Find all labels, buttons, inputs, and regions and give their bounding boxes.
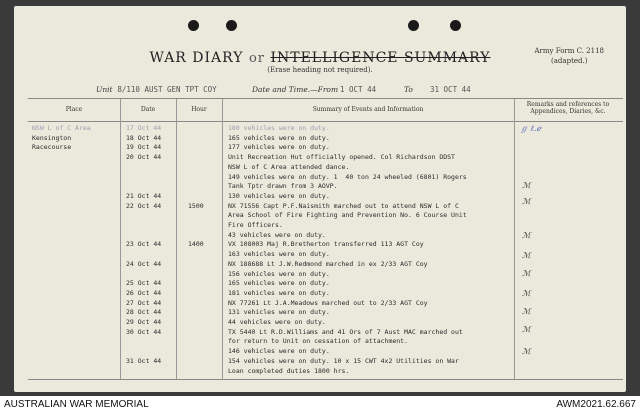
footer-right: AWM2021.62.667 [556,399,636,410]
row-text: 130 vehicles were on duty. [228,191,330,200]
row-date: 18 Oct 44 [126,133,162,142]
remark-initials: ℳ [522,325,531,334]
row-text: 177 vehicles were on duty. [228,143,330,152]
row-date: 22 Oct 44 [126,201,162,210]
col-summary: Summary of Events and Information [312,106,424,113]
row-date: 21 Oct 44 [126,191,162,200]
row-text: 165 vehicles were on duty. [228,279,330,288]
remark-initials: ℳ [522,269,531,278]
unit-label: Unit [96,85,113,94]
col-date: Date [140,106,156,113]
row-text: 149 vehicles were on duty. 1 40 ton 24 wheeled (6801) Rogers [228,172,467,181]
row-text: NSW L of C Area attended dance. [228,162,350,171]
row-text: Unit Recreation Hut officially opened. Col Richardson DDST [228,153,455,162]
col-place: Place [65,106,83,113]
remark-initials: ℳ [522,181,531,190]
remark-initials: ℳ [522,289,531,298]
to-label: To [404,85,413,94]
row-text: TX 5440 Lt R.D.Williams and 41 Ors of 7 Aust MAC marched out [228,327,463,336]
row-date: 27 Oct 44 [126,298,162,307]
row-text: 181 vehicles were on duty. [228,288,330,297]
row-text: Loan completed duties 1800 hrs. [228,366,350,375]
date-label: Date and Time.—From [252,85,339,94]
row-date: 20 Oct 44 [126,153,162,162]
row-hour: 1500 [188,201,204,210]
row-text: VX 108003 Maj R.Bretherton transferred 113 AGT Coy [228,240,424,249]
title-left: WAR DIARY [149,50,244,66]
row-text: 43 vehicles were on duty. [228,230,326,239]
row-text: Fire Officers. [228,221,283,229]
date-to: 31 OCT 44 [430,85,471,94]
row-date: 30 Oct 44 [126,327,162,336]
subtitle: (Erase heading not required). [267,66,373,74]
row-place: NSW L of C Area [32,124,91,132]
row-text: Tank Tptr drawn from 3 AOVP. [228,182,338,191]
row-date: 29 Oct 44 [126,318,162,326]
footer-left: AUSTRALIAN WAR MEMORIAL [4,399,149,410]
unit-value: 8/110 AUST GEN TPT COY [117,85,217,94]
remark-initials: ℳ [522,347,531,356]
title-right: INTELLIGENCE SUMMARY [270,50,491,66]
row-date: 23 Oct 44 [126,240,162,249]
row-date: 17 Oct 44 [126,124,162,132]
row-text: 180 vehicles were on duty. [228,124,330,132]
column-divider [222,99,223,379]
diary-sheet [14,6,626,392]
date-from: 1 OCT 44 [340,85,377,94]
remark-initials: ℳ [522,231,531,240]
row-text: Area School of Fire Fighting and Prevention No. 6 Course Unit [228,211,467,220]
punch-hole [450,20,461,31]
table-header [28,99,623,122]
col-hour: Hour [191,106,207,113]
column-divider [514,99,515,379]
row-date: 25 Oct 44 [126,279,162,288]
remark-initials: ℊ ℓ.ℯ [520,124,542,133]
col-remarks: Remarks and references to Appendices, Diaries, &c. [526,101,610,115]
row-text: 131 vehicles were on duty. [228,308,330,317]
row-date: 28 Oct 44 [126,308,162,317]
row-place: Racecourse [32,143,72,152]
title-or: or [248,51,266,66]
row-text: NX 77261 Lt J.A.Meadows marched out to 2/33 AGT Coy [228,298,428,307]
remark-initials: ℳ [522,251,531,260]
row-text: 165 vehicles were on duty. [228,133,330,142]
row-text: 146 vehicles were on duty. [228,347,330,356]
row-date: 31 Oct 44 [126,356,162,365]
row-text: 154 vehicles were on duty. 10 x 15 CWT 4x2 Utilities on War [228,356,459,365]
row-date: 26 Oct 44 [126,288,162,297]
row-hour: 1400 [188,240,204,249]
footer-bar [0,396,640,414]
row-text: NX 71556 Capt P.F.Naismith marched out to attend NSW L of C [228,201,459,210]
row-text: 44 vehicles were on duty. [228,318,326,326]
form-ref-1: Army Form C. 2118 [534,47,604,55]
column-divider [176,99,177,379]
row-text: for return to Unit on cessation of attachment. [228,337,409,346]
row-text: NX 188688 Lt J.W.Redmond marched in ex 2/33 AGT Coy [228,259,428,268]
punch-hole [188,20,199,31]
remark-initials: ℳ [522,197,531,206]
row-text: 156 vehicles were on duty. [228,269,330,278]
remark-initials: ℳ [522,307,531,316]
row-text: 163 vehicles were on duty. [228,250,330,259]
punch-hole [408,20,419,31]
row-date: 24 Oct 44 [126,259,162,268]
diary-table [28,98,623,380]
column-divider [120,99,121,379]
row-place: Kensington [32,133,72,142]
form-reference [535,46,605,66]
unit-line [96,85,217,94]
form-ref-2: (adapted.) [551,57,588,65]
row-date: 19 Oct 44 [126,143,162,152]
punch-hole [226,20,237,31]
